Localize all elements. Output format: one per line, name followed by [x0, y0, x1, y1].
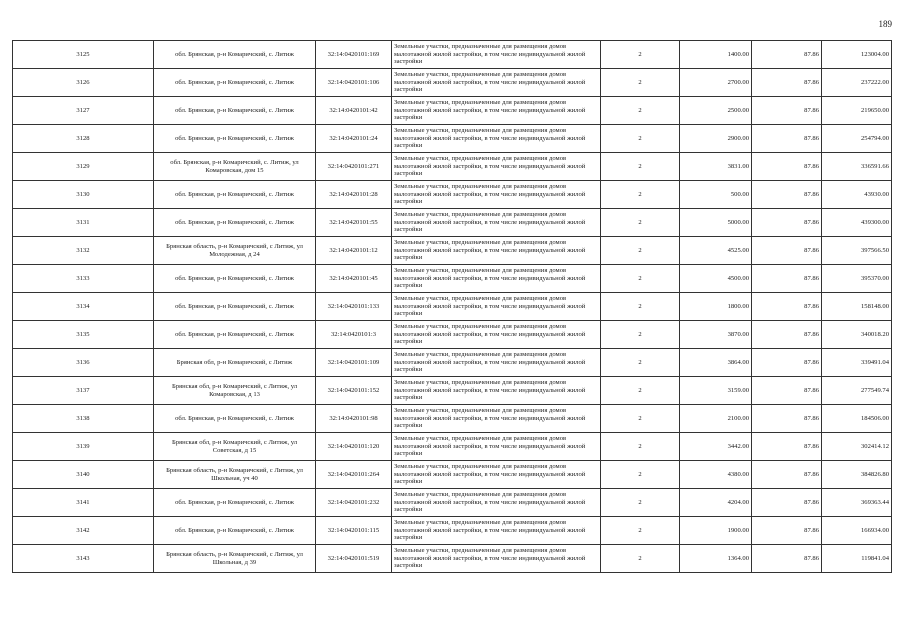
land-use-cell: Земельные участки, предназначенные для размещения домов малоэтажной жилой застройки, в том числе индивидуальной жилой застройки	[392, 69, 601, 97]
row-number-cell: 3127	[13, 97, 154, 125]
cadastral-value-cell: 397566.50	[822, 237, 892, 265]
area-cell: 3864.00	[680, 349, 752, 377]
row-number-cell: 3125	[13, 41, 154, 69]
cadastral-number-cell: 32:14:0420101:106	[316, 69, 392, 97]
rate-cell: 87.86	[752, 545, 822, 573]
table-row	[13, 69, 892, 97]
category-cell: 2	[601, 321, 680, 349]
table-row	[13, 181, 892, 209]
rate-cell: 87.86	[752, 293, 822, 321]
cadastral-value-cell: 43930.00	[822, 181, 892, 209]
land-use-cell: Земельные участки, предназначенные для размещения домов малоэтажной жилой застройки, в том числе индивидуальной жилой застройки	[392, 237, 601, 265]
table-row	[13, 349, 892, 377]
category-cell: 2	[601, 377, 680, 405]
table-row	[13, 433, 892, 461]
cadastral-number-cell: 32:14:0420101:42	[316, 97, 392, 125]
rate-cell: 87.86	[752, 461, 822, 489]
land-use-cell: Земельные участки, предназначенные для размещения домов малоэтажной жилой застройки, в том числе индивидуальной жилой застройки	[392, 321, 601, 349]
category-cell: 2	[601, 461, 680, 489]
land-use-cell: Земельные участки, предназначенные для размещения домов малоэтажной жилой застройки, в том числе индивидуальной жилой застройки	[392, 209, 601, 237]
row-number-cell: 3126	[13, 69, 154, 97]
cadastral-value-cell: 439300.00	[822, 209, 892, 237]
area-cell: 2700.00	[680, 69, 752, 97]
row-number-cell: 3136	[13, 349, 154, 377]
row-number-cell: 3143	[13, 545, 154, 573]
area-cell: 1400.00	[680, 41, 752, 69]
row-number-cell: 3139	[13, 433, 154, 461]
row-number-cell: 3140	[13, 461, 154, 489]
land-use-cell: Земельные участки, предназначенные для размещения домов малоэтажной жилой застройки, в том числе индивидуальной жилой застройки	[392, 125, 601, 153]
address-cell: Брянская область, р-н Комаричский, с Литиж, ул Школьная, уч 40	[154, 461, 316, 489]
land-use-cell: Земельные участки, предназначенные для размещения домов малоэтажной жилой застройки, в том числе индивидуальной жилой застройки	[392, 377, 601, 405]
rate-cell: 87.86	[752, 321, 822, 349]
area-cell: 2100.00	[680, 405, 752, 433]
cadastral-number-cell: 32:14:0420101:24	[316, 125, 392, 153]
row-number-cell: 3128	[13, 125, 154, 153]
land-use-cell: Земельные участки, предназначенные для размещения домов малоэтажной жилой застройки, в том числе индивидуальной жилой застройки	[392, 433, 601, 461]
table-row	[13, 489, 892, 517]
cadastral-number-cell: 32:14:0420101:271	[316, 153, 392, 181]
cadastral-number-cell: 32:14:0420101:519	[316, 545, 392, 573]
land-use-cell: Земельные участки, предназначенные для размещения домов малоэтажной жилой застройки, в том числе индивидуальной жилой застройки	[392, 293, 601, 321]
address-cell: обл. Брянская, р-н Комаричский, с. Литиж	[154, 293, 316, 321]
address-cell: обл. Брянская, р-н Комаричский, с. Литиж	[154, 41, 316, 69]
rate-cell: 87.86	[752, 153, 822, 181]
table-row	[13, 321, 892, 349]
table-body	[13, 41, 892, 573]
category-cell: 2	[601, 349, 680, 377]
cadastral-value-cell: 340018.20	[822, 321, 892, 349]
rate-cell: 87.86	[752, 181, 822, 209]
category-cell: 2	[601, 181, 680, 209]
area-cell: 500.00	[680, 181, 752, 209]
row-number-cell: 3134	[13, 293, 154, 321]
address-cell: Брянская область, р-н Комаричский, с Литиж, ул Школьная, д 39	[154, 545, 316, 573]
land-use-cell: Земельные участки, предназначенные для размещения домов малоэтажной жилой застройки, в том числе индивидуальной жилой застройки	[392, 405, 601, 433]
category-cell: 2	[601, 265, 680, 293]
cadastral-value-cell: 395370.00	[822, 265, 892, 293]
rate-cell: 87.86	[752, 489, 822, 517]
address-cell: обл. Брянская, р-н Комаричский, с. Литиж	[154, 181, 316, 209]
cadastral-number-cell: 32:14:0420101:169	[316, 41, 392, 69]
category-cell: 2	[601, 209, 680, 237]
rate-cell: 87.86	[752, 433, 822, 461]
table-row	[13, 293, 892, 321]
category-cell: 2	[601, 153, 680, 181]
rate-cell: 87.86	[752, 125, 822, 153]
row-number-cell: 3138	[13, 405, 154, 433]
table-row	[13, 461, 892, 489]
cadastral-value-cell: 219650.00	[822, 97, 892, 125]
cadastral-value-cell: 166934.00	[822, 517, 892, 545]
address-cell: Брянская область, р-н Комаричский, с Литиж, ул Молодежная, д 24	[154, 237, 316, 265]
table-row	[13, 41, 892, 69]
rate-cell: 87.86	[752, 517, 822, 545]
category-cell: 2	[601, 125, 680, 153]
category-cell: 2	[601, 293, 680, 321]
cadastral-number-cell: 32:14:0420101:133	[316, 293, 392, 321]
cadastral-number-cell: 32:14:0420101:55	[316, 209, 392, 237]
address-cell: обл. Брянская, р-н Комаричский, с. Литиж	[154, 489, 316, 517]
row-number-cell: 3129	[13, 153, 154, 181]
cadastral-value-cell: 384826.80	[822, 461, 892, 489]
land-use-cell: Земельные участки, предназначенные для размещения домов малоэтажной жилой застройки, в том числе индивидуальной жилой застройки	[392, 461, 601, 489]
address-cell: обл. Брянская, р-н Комаричский, с. Литиж	[154, 69, 316, 97]
table-row	[13, 97, 892, 125]
table-row	[13, 405, 892, 433]
area-cell: 1900.00	[680, 517, 752, 545]
area-cell: 1364.00	[680, 545, 752, 573]
area-cell: 4380.00	[680, 461, 752, 489]
cadastral-value-cell: 158148.00	[822, 293, 892, 321]
area-cell: 2500.00	[680, 97, 752, 125]
rate-cell: 87.86	[752, 209, 822, 237]
address-cell: обл. Брянская, р-н Комаричский, с. Литиж, ул Комаровская, дом 15	[154, 153, 316, 181]
cadastral-number-cell: 32:14:0420101:109	[316, 349, 392, 377]
land-use-cell: Земельные участки, предназначенные для размещения домов малоэтажной жилой застройки, в том числе индивидуальной жилой застройки	[392, 265, 601, 293]
address-cell: обл. Брянская, р-н Комаричский, с. Литиж	[154, 265, 316, 293]
area-cell: 3442.00	[680, 433, 752, 461]
category-cell: 2	[601, 69, 680, 97]
land-registry-table	[12, 40, 892, 573]
rate-cell: 87.86	[752, 41, 822, 69]
row-number-cell: 3133	[13, 265, 154, 293]
table-row	[13, 265, 892, 293]
land-use-cell: Земельные участки, предназначенные для размещения домов малоэтажной жилой застройки, в том числе индивидуальной жилой застройки	[392, 181, 601, 209]
cadastral-number-cell: 32:14:0420101:232	[316, 489, 392, 517]
rate-cell: 87.86	[752, 69, 822, 97]
row-number-cell: 3130	[13, 181, 154, 209]
cadastral-value-cell: 123004.00	[822, 41, 892, 69]
land-use-cell: Земельные участки, предназначенные для размещения домов малоэтажной жилой застройки, в том числе индивидуальной жилой застройки	[392, 41, 601, 69]
cadastral-value-cell: 339491.04	[822, 349, 892, 377]
cadastral-number-cell: 32:14:0420101:152	[316, 377, 392, 405]
cadastral-value-cell: 184506.00	[822, 405, 892, 433]
cadastral-number-cell: 32:14:0420101:264	[316, 461, 392, 489]
row-number-cell: 3137	[13, 377, 154, 405]
row-number-cell: 3132	[13, 237, 154, 265]
category-cell: 2	[601, 517, 680, 545]
address-cell: обл. Брянская, р-н Комаричский, с. Литиж	[154, 97, 316, 125]
rate-cell: 87.86	[752, 349, 822, 377]
address-cell: обл. Брянская, р-н Комаричский, с. Литиж	[154, 209, 316, 237]
area-cell: 2900.00	[680, 125, 752, 153]
address-cell: обл. Брянская, р-н Комаричский, с. Литиж	[154, 405, 316, 433]
category-cell: 2	[601, 237, 680, 265]
area-cell: 4204.00	[680, 489, 752, 517]
area-cell: 3831.00	[680, 153, 752, 181]
rate-cell: 87.86	[752, 97, 822, 125]
address-cell: Брянская обл, р-н Комаричский, с Литиж, ул Советская, д 15	[154, 433, 316, 461]
rate-cell: 87.86	[752, 265, 822, 293]
category-cell: 2	[601, 405, 680, 433]
cadastral-value-cell: 336591.66	[822, 153, 892, 181]
cadastral-number-cell: 32:14:0420101:120	[316, 433, 392, 461]
category-cell: 2	[601, 433, 680, 461]
table-row	[13, 517, 892, 545]
land-use-cell: Земельные участки, предназначенные для размещения домов малоэтажной жилой застройки, в том числе индивидуальной жилой застройки	[392, 489, 601, 517]
area-cell: 1800.00	[680, 293, 752, 321]
land-use-cell: Земельные участки, предназначенные для размещения домов малоэтажной жилой застройки, в том числе индивидуальной жилой застройки	[392, 97, 601, 125]
rate-cell: 87.86	[752, 237, 822, 265]
row-number-cell: 3131	[13, 209, 154, 237]
table-row	[13, 237, 892, 265]
row-number-cell: 3135	[13, 321, 154, 349]
land-use-cell: Земельные участки, предназначенные для размещения домов малоэтажной жилой застройки, в том числе индивидуальной жилой застройки	[392, 545, 601, 573]
table-row	[13, 209, 892, 237]
address-cell: обл. Брянская, р-н Комаричский, с. Литиж	[154, 517, 316, 545]
area-cell: 4525.00	[680, 237, 752, 265]
area-cell: 3159.00	[680, 377, 752, 405]
cadastral-number-cell: 32:14:0420101:3	[316, 321, 392, 349]
area-cell: 4500.00	[680, 265, 752, 293]
cadastral-number-cell: 32:14:0420101:12	[316, 237, 392, 265]
cadastral-value-cell: 277549.74	[822, 377, 892, 405]
category-cell: 2	[601, 545, 680, 573]
table-row	[13, 153, 892, 181]
land-use-cell: Земельные участки, предназначенные для размещения домов малоэтажной жилой застройки, в том числе индивидуальной жилой застройки	[392, 517, 601, 545]
cadastral-value-cell: 237222.00	[822, 69, 892, 97]
rate-cell: 87.86	[752, 377, 822, 405]
row-number-cell: 3141	[13, 489, 154, 517]
category-cell: 2	[601, 489, 680, 517]
cadastral-number-cell: 32:14:0420101:98	[316, 405, 392, 433]
cadastral-value-cell: 254794.00	[822, 125, 892, 153]
address-cell: Брянская обл, р-н Комаричский, с Литиж, ул Комаровская, д 13	[154, 377, 316, 405]
page-number: 189	[878, 19, 892, 29]
cadastral-number-cell: 32:14:0420101:45	[316, 265, 392, 293]
table-row	[13, 545, 892, 573]
cadastral-number-cell: 32:14:0420101:115	[316, 517, 392, 545]
row-number-cell: 3142	[13, 517, 154, 545]
land-use-cell: Земельные участки, предназначенные для размещения домов малоэтажной жилой застройки, в том числе индивидуальной жилой застройки	[392, 153, 601, 181]
cadastral-number-cell: 32:14:0420101:28	[316, 181, 392, 209]
address-cell: обл. Брянская, р-н Комаричский, с. Литиж	[154, 125, 316, 153]
cadastral-value-cell: 119841.04	[822, 545, 892, 573]
category-cell: 2	[601, 41, 680, 69]
area-cell: 5000.00	[680, 209, 752, 237]
table-row	[13, 125, 892, 153]
land-use-cell: Земельные участки, предназначенные для размещения домов малоэтажной жилой застройки, в том числе индивидуальной жилой застройки	[392, 349, 601, 377]
table-row	[13, 377, 892, 405]
address-cell: Брянская обл, р-н Комаричский, с Литиж	[154, 349, 316, 377]
cadastral-value-cell: 302414.12	[822, 433, 892, 461]
cadastral-value-cell: 369363.44	[822, 489, 892, 517]
category-cell: 2	[601, 97, 680, 125]
address-cell: обл. Брянская, р-н Комаричский, с. Литиж	[154, 321, 316, 349]
area-cell: 3870.00	[680, 321, 752, 349]
rate-cell: 87.86	[752, 405, 822, 433]
